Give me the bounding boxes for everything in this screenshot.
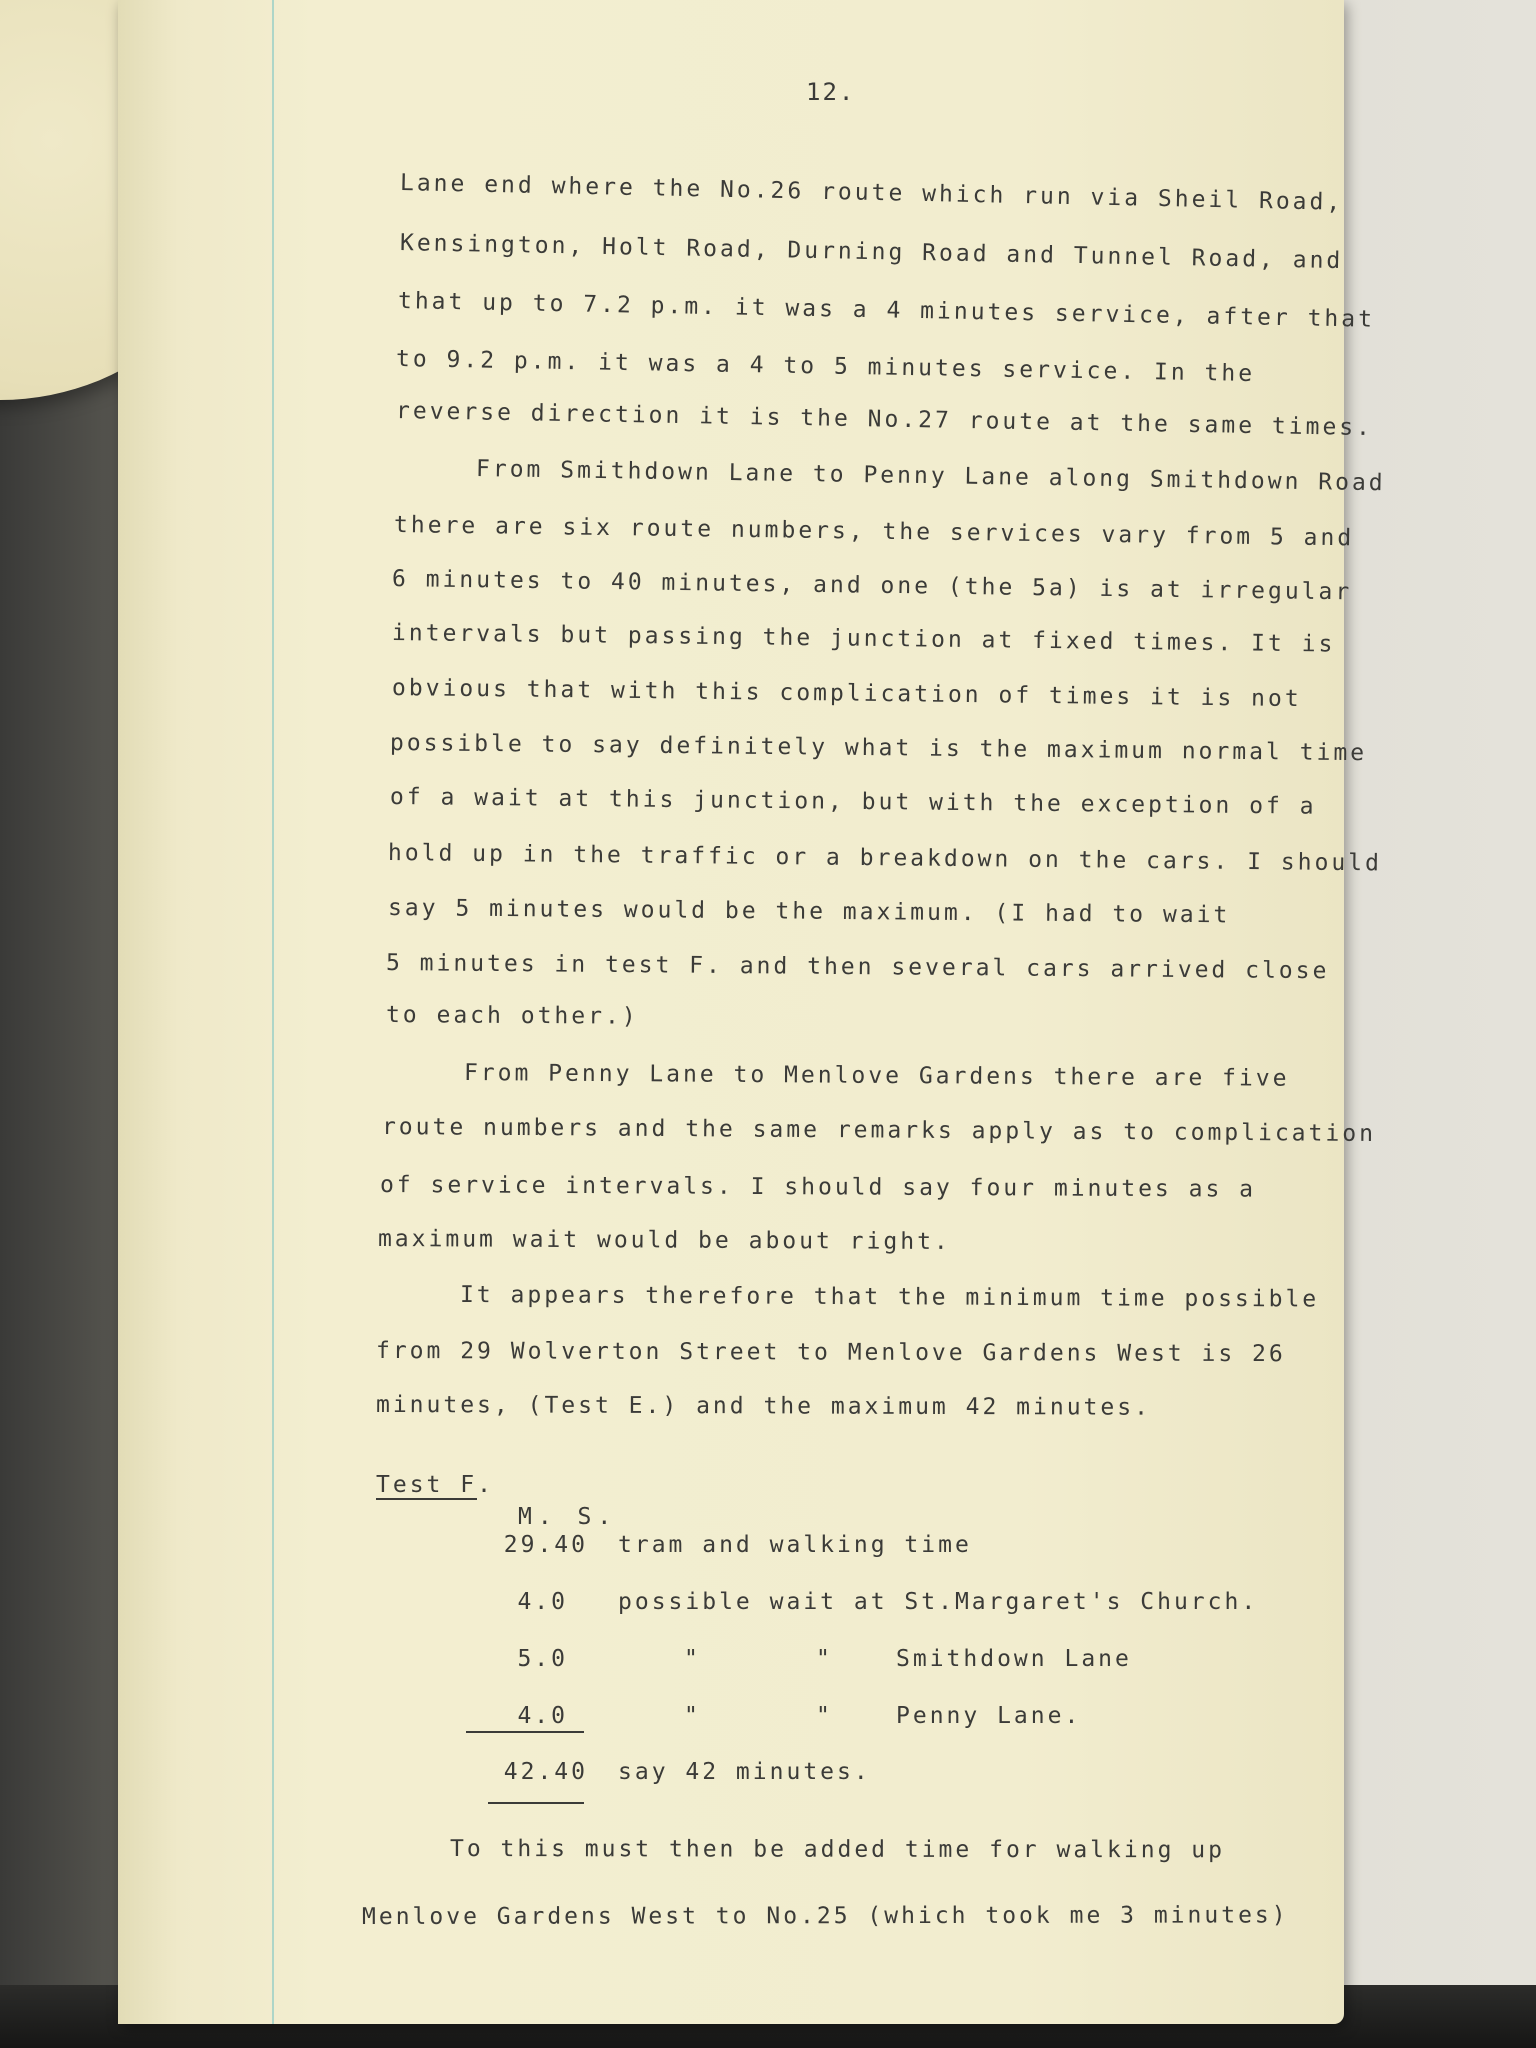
time-cell: 4.0 [517,1589,568,1615]
time-cell: 29.40 [503,1532,588,1558]
table-row [0,1703,1300,1743]
body-line: of a wait at this junction, but with the exception of a [389,784,1317,820]
body-line: to 9.2 p.m. it was a 4 to 5 minutes service. In the [395,346,1256,387]
body-line: minutes, (Test E.) and the maximum 42 minutes. [375,1392,1152,1421]
body-line: of service intervals. I should say four minutes as a [379,1172,1257,1203]
desc-cell: Penny Lane. [896,1703,1082,1729]
desc-cell: Smithdown Lane [896,1646,1132,1672]
closing-line: Menlove Gardens West to No.25 (which took me 3 minutes) [361,1902,1289,1930]
column-header: M. S. [518,1504,618,1530]
body-line: From Penny Lane to Menlove Gardens there are five [463,1060,1290,1092]
time-cell: 5.0 [517,1646,568,1672]
page-number: 12. [806,78,856,106]
table-row [0,1532,1300,1572]
body-line: obvious that with this complication of times it is not [391,675,1302,713]
body-line: from 29 Wolverton Street to Menlove Gardens West is 26 [375,1338,1286,1368]
body-line: possible to say definitely what is the maximum normal time [389,730,1368,767]
ditto-mark: " [684,1703,701,1729]
body-line: to each other.) [385,1002,639,1030]
body-line: intervals but passing the junction at fixed times. It is [391,620,1336,658]
body-line: reverse direction it is the No.27 route at the same times. [395,398,1374,442]
body-line: say 5 minutes would be the maximum. (I had to wait [387,895,1231,929]
body-line: Kensington, Holt Road, Durning Road and Tunnel Road, and [399,230,1344,275]
test-heading-suffix: . [477,1472,494,1498]
body-line: It appears therefore that the minimum time possible [459,1282,1320,1313]
table-row [0,1589,1300,1629]
ditto-mark: " [816,1646,833,1672]
time-cell: 42.40 [503,1759,588,1785]
time-cell: 4.0 [517,1703,568,1729]
ditto-mark: " [684,1646,701,1672]
body-line: Lane end where the No.26 route which run via Sheil Road, [399,170,1344,216]
body-line: that up to 7.2 p.m. it was a 4 minutes service, after that [397,288,1376,333]
table-row [0,1646,1300,1686]
test-heading-label: Test F [376,1472,478,1498]
closing-line: To this must then be added time for walking up [449,1836,1226,1864]
desc-cell: say 42 minutes. [618,1759,871,1785]
desc-cell: possible wait at St.Margaret's Church. [618,1589,1259,1615]
sum-rule-top [466,1731,584,1733]
body-line: route numbers and the same remarks apply as to complication [381,1114,1377,1147]
body-line: hold up in the traffic or a breakdown on the cars. I should [387,840,1383,877]
body-line: there are six route numbers, the services vary from 5 and [393,512,1355,552]
body-line: maximum wait would be about right. [377,1226,951,1255]
test-heading [376,1472,494,1498]
sum-rule-bottom [488,1802,584,1804]
ditto-mark: " [816,1703,833,1729]
desc-cell: tram and walking time [618,1532,972,1558]
table-row-total [0,1759,1300,1799]
body-line: 5 minutes in test F. and then several cars arrived close [385,950,1330,985]
body-line: From Smithdown Lane to Penny Lane along Smithdown Road [475,456,1386,497]
body-line: 6 minutes to 40 minutes, and one (the 5a) is at irregular [391,566,1353,606]
